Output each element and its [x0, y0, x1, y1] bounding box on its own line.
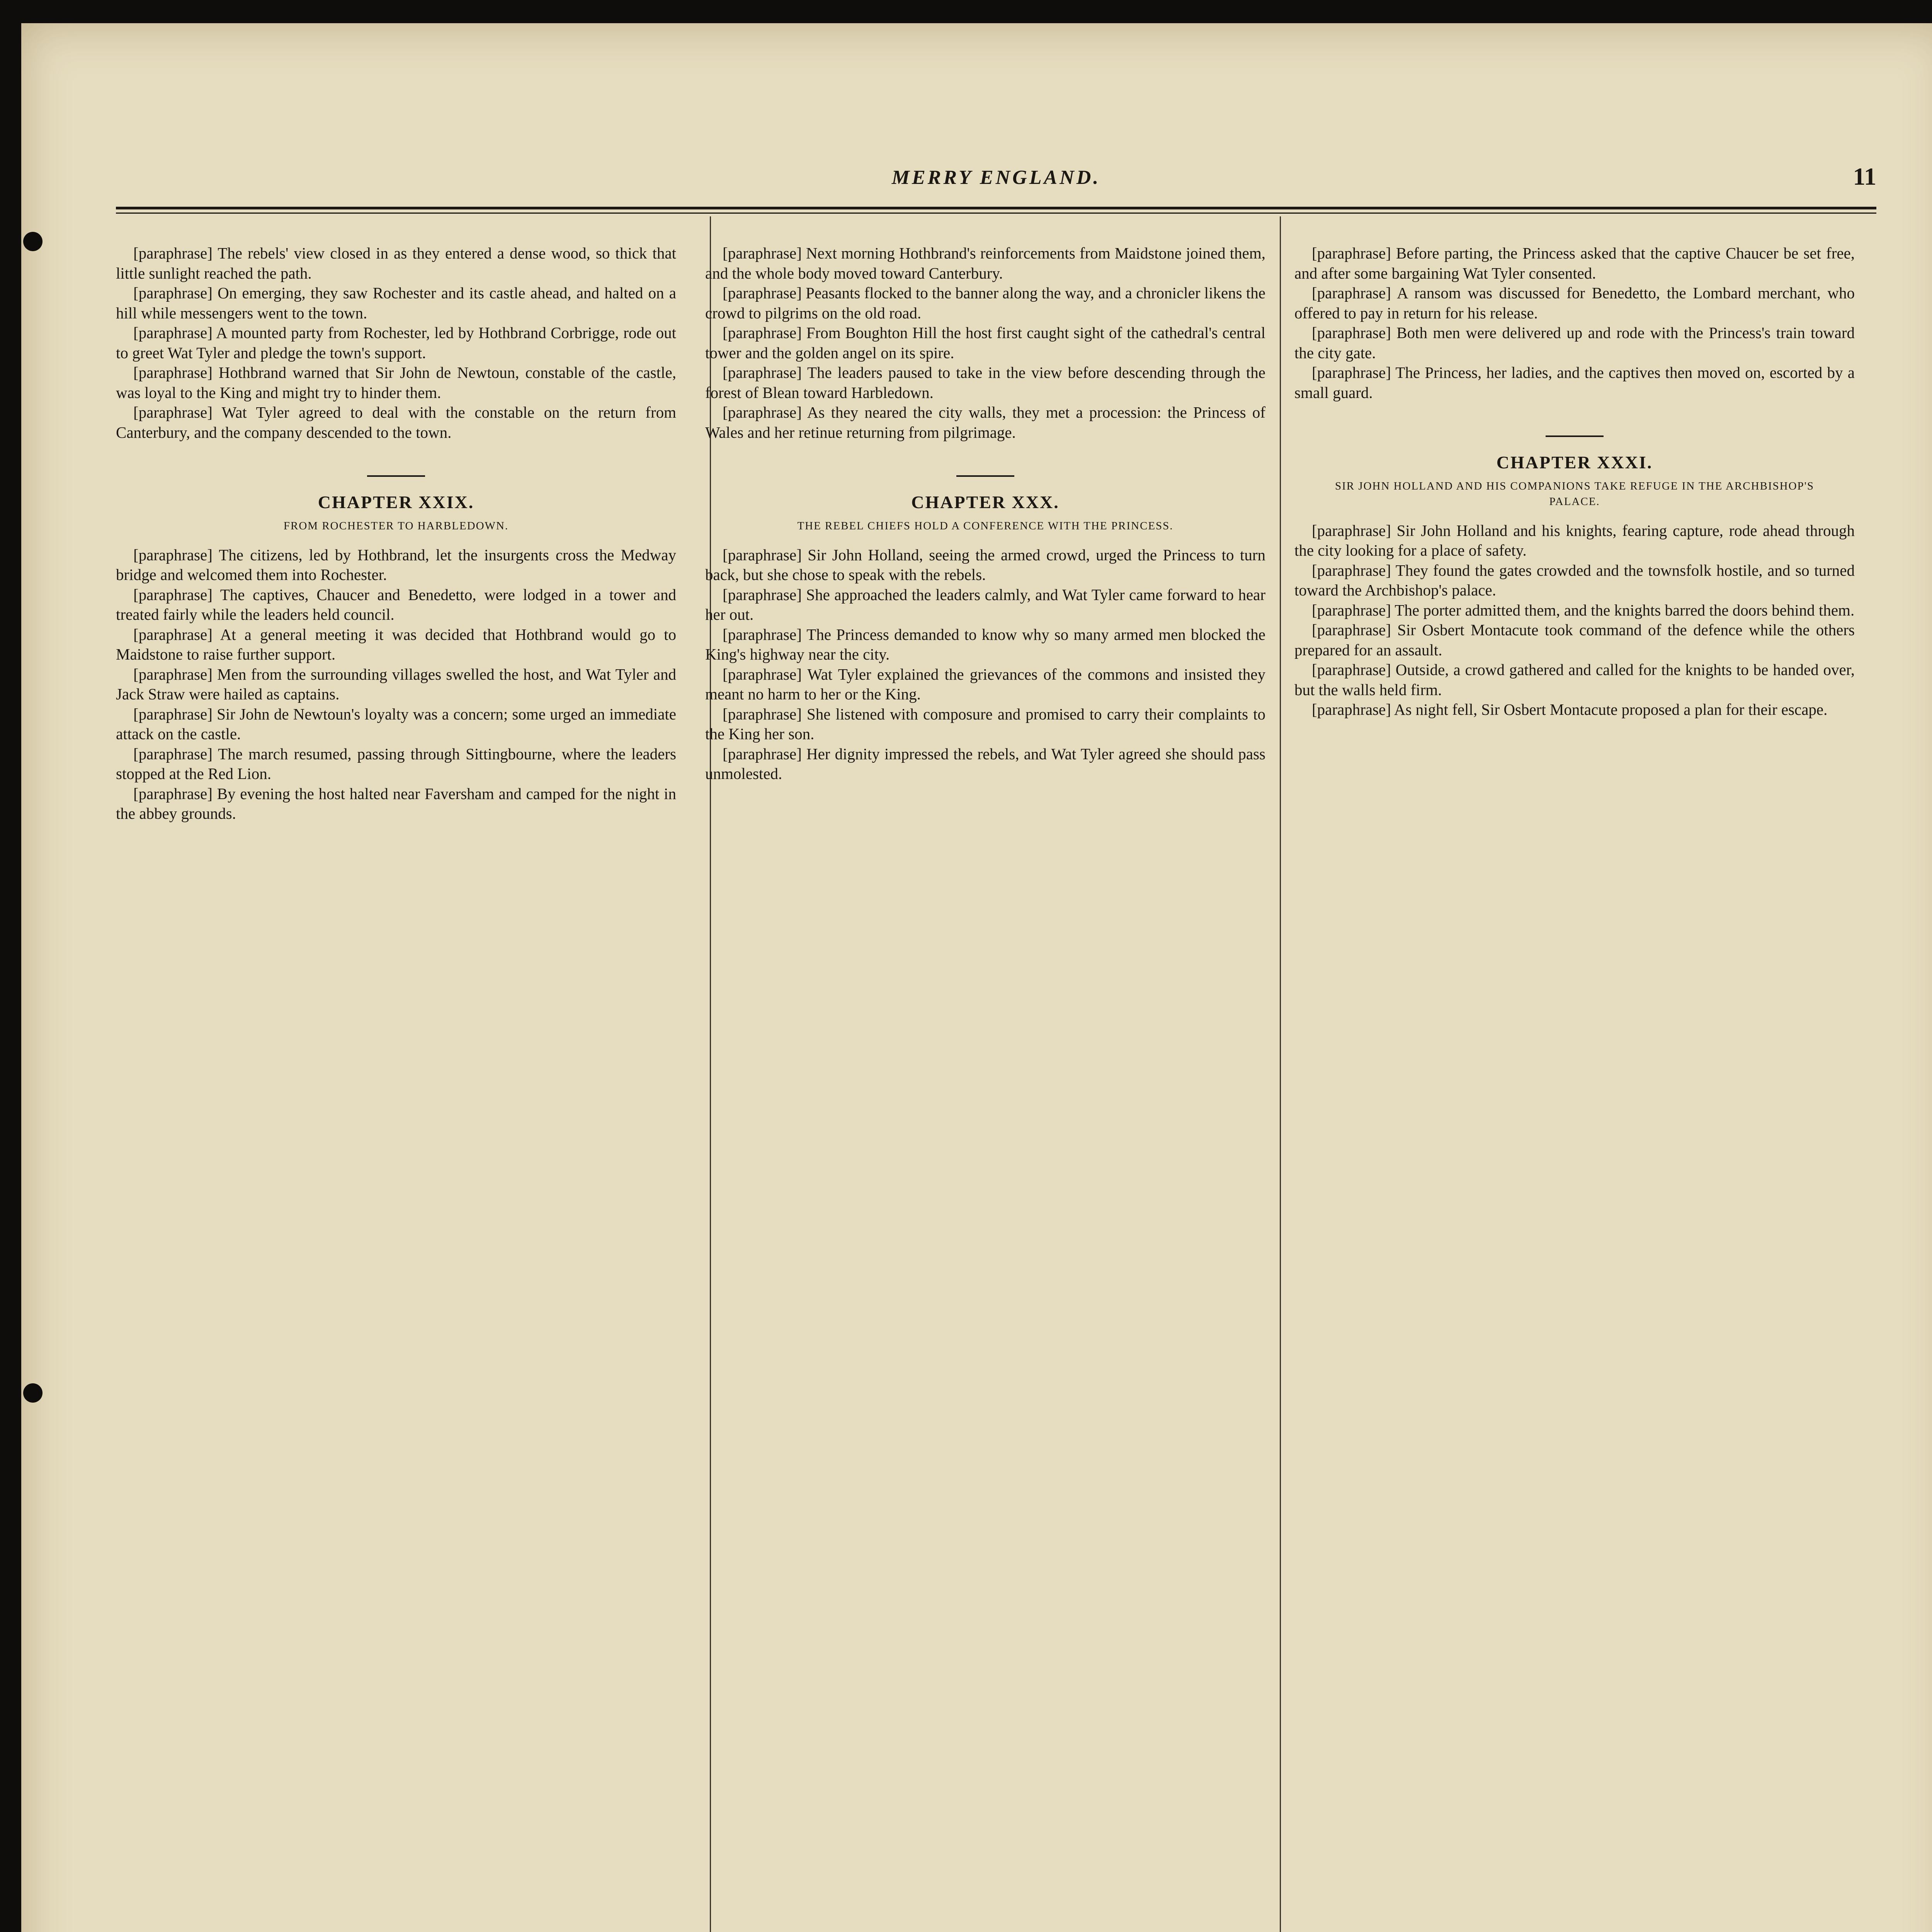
paragraph: [paraphrase] Both men were delivered up and rode with the Princess's train toward the city gate. — [1294, 324, 1855, 362]
chapter-heading: CHAPTER XXX. — [705, 475, 1265, 512]
header-rule — [116, 207, 1876, 209]
paragraph: [paraphrase] Outside, a crowd gathered and called for the knights to be handed over, but the walls held firm. — [1294, 661, 1855, 699]
paragraph: [paraphrase] The rebels' view closed in as they entered a dense wood, so thick that little sunlight reached the path. — [116, 244, 676, 282]
paragraph: [paraphrase] At a general meeting it was decided that Hothbrand would go to Maidstone to raise further support. — [116, 625, 676, 663]
paragraph: [paraphrase] Sir Osbert Montacute took command of the defence while the others prepared for an assault. — [1294, 621, 1855, 659]
paragraph: [paraphrase] A mounted party from Rochester, led by Hothbrand Corbrigge, rode out to greet Wat Tyler and pledge the town's support. — [116, 324, 676, 362]
paragraph: [paraphrase] Her dignity impressed the rebels, and Wat Tyler agreed she should pass unmolested. — [705, 745, 1265, 782]
paragraph: [paraphrase] The captives, Chaucer and Benedetto, were lodged in a tower and treated fairly while the leaders held council. — [116, 585, 676, 623]
paragraph: [paraphrase] From Boughton Hill the host first caught sight of the cathedral's central tower and the golden angel on its spire. — [705, 324, 1265, 362]
paragraph: [paraphrase] She listened with composure and promised to carry their complaints to the King her son. — [705, 705, 1265, 743]
paragraph: [paraphrase] As they neared the city walls, they met a procession: the Princess of Wales and her retinue returning from pilgrimage. — [705, 403, 1265, 441]
paragraph: [paraphrase] The leaders paused to take in the view before descending through the forest of Blean toward Harbledown. — [705, 364, 1265, 401]
chapter-heading: CHAPTER XXXI. — [1294, 435, 1855, 473]
punch-hole-icon — [23, 1383, 43, 1403]
paragraph: [paraphrase] Sir John Holland and his knights, fearing capture, rode ahead through the city looking for a place of safety. — [1294, 521, 1855, 559]
paragraph: [paraphrase] Peasants flocked to the banner along the way, and a chronicler likens the crowd to pilgrims on the old road. — [705, 284, 1265, 322]
paragraph: [paraphrase] Wat Tyler explained the grievances of the commons and insisted they meant no harm to her or the King. — [705, 665, 1265, 703]
paragraph: [paraphrase] On emerging, they saw Rochester and its castle ahead, and halted on a hill while messengers went to the town. — [116, 284, 676, 322]
paragraph: [paraphrase] As night fell, Sir Osbert Montacute proposed a plan for their escape. — [1312, 701, 1828, 718]
paragraph: [paraphrase] Next morning Hothbrand's reinforcements from Maidstone joined them, and the whole body moved toward Canterbury. — [705, 244, 1265, 282]
punch-hole-icon — [23, 232, 43, 251]
text-columns — [116, 243, 1855, 1932]
paragraph: [paraphrase] Sir John de Newtoun's loyalty was a concern; some urged an immediate attack on the castle. — [116, 705, 676, 743]
paragraph: [paraphrase] By evening the host halted near Faversham and camped for the night in the abbey grounds. — [116, 784, 676, 822]
chapter-subtitle: THE REBEL CHIEFS HOLD A CONFERENCE WITH THE PRINCESS. — [797, 519, 1173, 532]
paragraph: [paraphrase] Wat Tyler agreed to deal with the constable on the return from Canterbury, and the company descended to the town. — [116, 403, 676, 441]
text-column-2 — [705, 243, 1265, 1932]
paragraph: [paraphrase] The Princess demanded to know why so many armed men blocked the King's highway near the city. — [705, 625, 1265, 663]
chapter-subtitle: SIR JOHN HOLLAND AND HIS COMPANIONS TAKE REFUGE IN THE ARCHBISHOP'S PALACE. — [1335, 480, 1815, 508]
text-column-1 — [116, 243, 676, 1932]
header-rule — [116, 213, 1876, 214]
paragraph: [paraphrase] A ransom was discussed for Benedetto, the Lombard merchant, who offered to pay in return for his release. — [1294, 284, 1855, 322]
paragraph: [paraphrase] The Princess, her ladies, and the captives then moved on, escorted by a small guard. — [1294, 364, 1855, 401]
paragraph: [paraphrase] They found the gates crowded and the townsfolk hostile, and so turned toward the Archbishop's palace. — [1294, 561, 1855, 599]
paragraph: [paraphrase] Hothbrand warned that Sir John de Newtoun, constable of the castle, was loyal to the King and might try to hinder them. — [116, 364, 676, 401]
chapter-subtitle: FROM ROCHESTER TO HARBLEDOWN. — [283, 519, 509, 532]
paragraph: [paraphrase] She approached the leaders calmly, and Wat Tyler came forward to hear her out. — [705, 585, 1265, 623]
paragraph: [paraphrase] The citizens, led by Hothbrand, let the insurgents cross the Medway bridge and welcomed them into Rochester. — [116, 546, 676, 583]
text-column-3 — [1294, 243, 1855, 1932]
chapter-heading: CHAPTER XXIX. — [116, 475, 676, 512]
running-title: MERRY ENGLAND. — [891, 167, 1101, 189]
paragraph: [paraphrase] Men from the surrounding villages swelled the host, and Wat Tyler and Jack Straw were hailed as captains. — [116, 665, 676, 703]
paragraph: [paraphrase] Before parting, the Princess asked that the captive Chaucer be set free, and after some bargaining Wat Tyler consented. — [1294, 244, 1855, 282]
paragraph: [paraphrase] Sir John Holland, seeing the armed crowd, urged the Princess to turn back, but she chose to speak with the rebels. — [705, 546, 1265, 583]
paragraph: [paraphrase] The march resumed, passing through Sittingbourne, where the leaders stopped at the Red Lion. — [116, 745, 676, 782]
running-header — [116, 151, 1876, 216]
paragraph: [paraphrase] The porter admitted them, and the knights barred the doors behind them. — [1312, 601, 1855, 619]
page-number: 11 — [1853, 163, 1876, 190]
